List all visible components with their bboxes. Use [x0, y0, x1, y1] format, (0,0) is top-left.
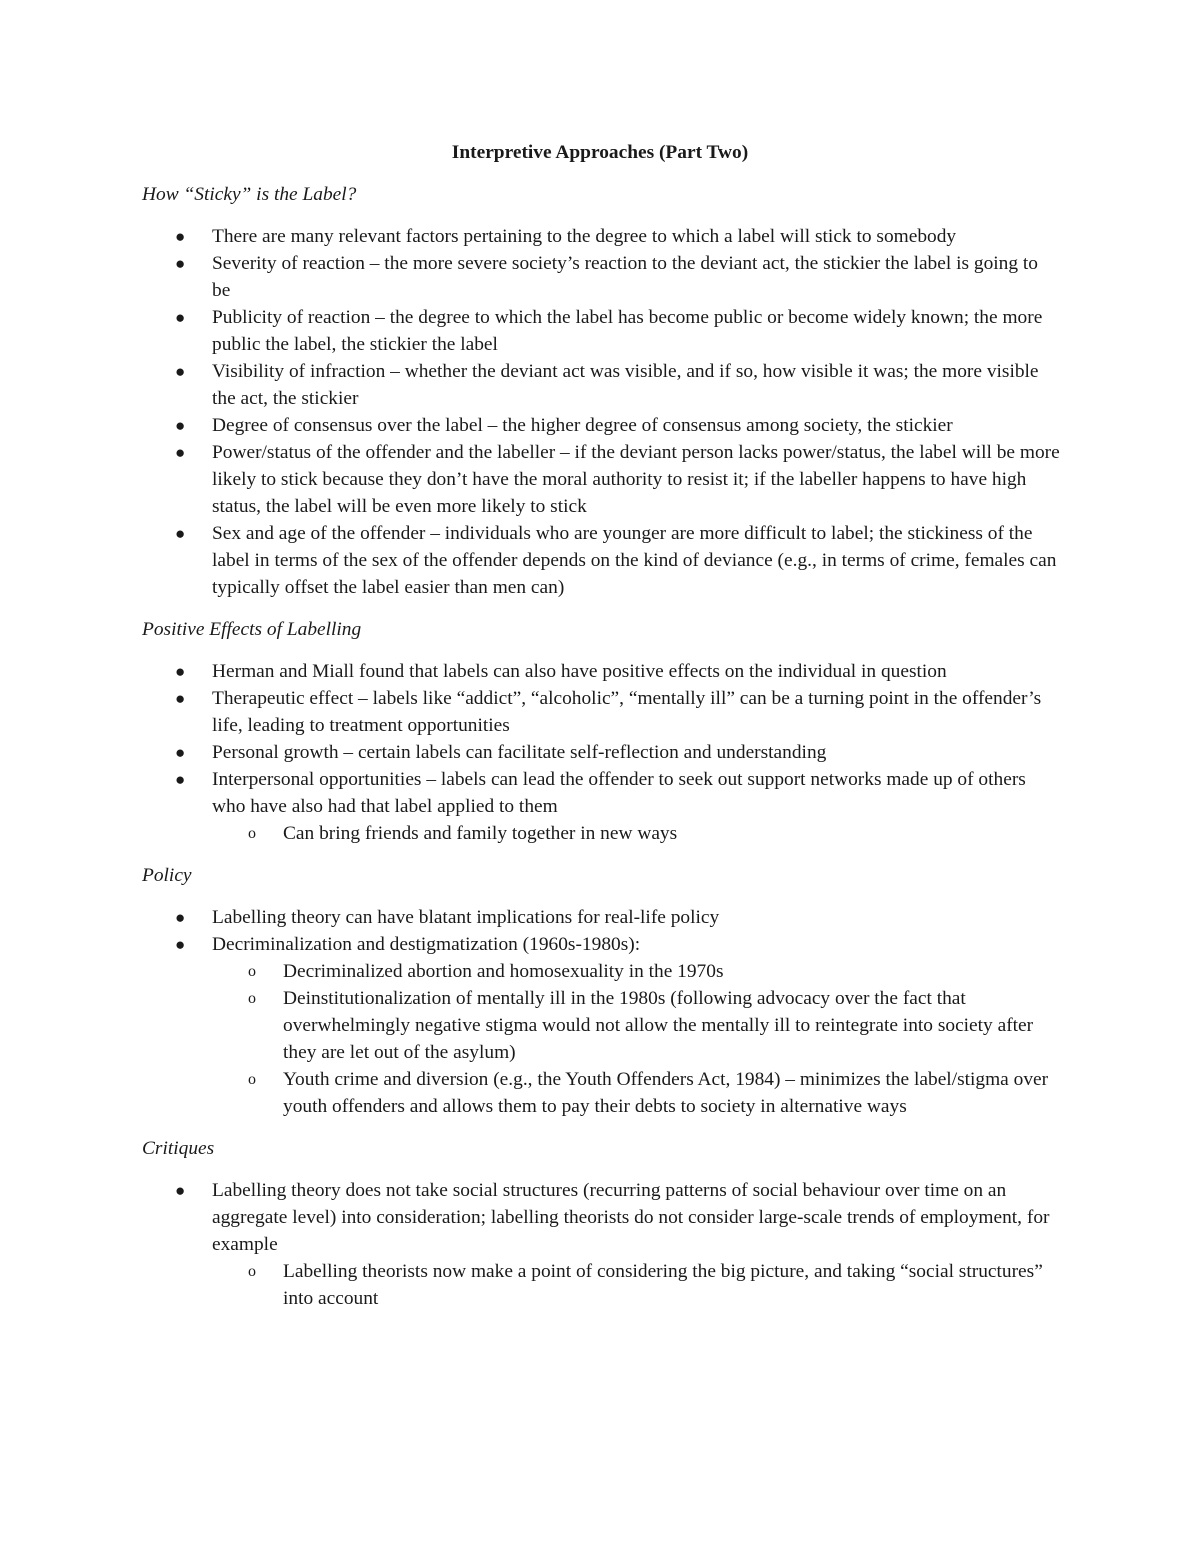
sub-bullet-icon: o: [248, 1263, 256, 1280]
list-item: [142, 931, 1060, 958]
list-item-text: Interpersonal opportunities – labels can lead the offender to seek out support networks made up of others who have also had that label applied to them: [212, 769, 1026, 817]
bullet-icon: ●: [175, 416, 186, 435]
bullet-icon: ●: [175, 227, 186, 246]
list-item: [142, 412, 1060, 439]
list-item: [142, 766, 1060, 820]
bullet-icon: ●: [175, 908, 186, 927]
list-item: [142, 658, 1060, 685]
list-item-text: Decriminalization and destigmatization (1960s-1980s):: [212, 934, 641, 955]
sub-list-item-text: Decriminalized abortion and homosexuality in the 1970s: [283, 961, 724, 982]
section-heading: Critiques: [142, 1138, 215, 1159]
list-item-text: Labelling theory does not take social structures (recurring patterns of social behaviour over time on an aggregate level) into consideration; labelling theorists do not consider large-scale trends of employment, for example: [212, 1180, 1050, 1255]
sub-list-container: [142, 958, 1060, 1120]
list-item-text: Publicity of reaction – the degree to which the label has become public or become widely known; the more public the label, the stickier the label: [212, 307, 1043, 355]
list-item: [142, 685, 1060, 739]
bullet-list: [142, 223, 1060, 601]
bullet-icon: ●: [175, 308, 186, 327]
sub-list-container: [142, 1258, 1060, 1312]
bullet-icon: ●: [175, 362, 186, 381]
sub-bullet-list: [212, 1258, 1060, 1312]
list-item: [142, 520, 1060, 601]
bullet-icon: ●: [175, 770, 186, 789]
list-item-text: Severity of reaction – the more severe society’s reaction to the deviant act, the stickier the label is going to be: [212, 253, 1038, 301]
sub-list-item: [212, 820, 1060, 847]
section-heading: How “Sticky” is the Label?: [142, 184, 357, 205]
sub-list-item: [212, 1258, 1060, 1312]
bullet-icon: ●: [175, 935, 186, 954]
sub-list-item: [212, 1066, 1060, 1120]
bullet-icon: ●: [175, 254, 186, 273]
bullet-list: [142, 1177, 1060, 1312]
list-item: [142, 739, 1060, 766]
bullet-list: [142, 658, 1060, 847]
document-title: Interpretive Approaches (Part Two): [451, 142, 749, 163]
list-item-text: Therapeutic effect – labels like “addict”, “alcoholic”, “mentally ill” can be a turning point in the offender’s life, leading to treatment opportunities: [212, 688, 1042, 736]
sub-list-item: [212, 985, 1060, 1066]
section-heading: Policy: [142, 865, 192, 886]
list-item-text: Labelling theory can have blatant implications for real-life policy: [212, 907, 720, 928]
sub-bullet-list: [212, 958, 1060, 1120]
list-item: [142, 904, 1060, 931]
sub-list-item-text: Youth crime and diversion (e.g., the Youth Offenders Act, 1984) – minimizes the label/stigma over youth offenders and allows them to pay their debts to society in alternative ways: [283, 1069, 1049, 1117]
sub-list-item-text: Labelling theorists now make a point of considering the big picture, and taking “social structures” into account: [283, 1261, 1043, 1309]
list-item-text: Power/status of the offender and the labeller – if the deviant person lacks power/status, the label will be more likely to stick because they don’t have the moral authority to resist it; if the labeller happens to have high status, the label will be even more likely to stick: [212, 442, 1060, 517]
bullet-list: [142, 904, 1060, 1120]
list-item-text: There are many relevant factors pertaining to the degree to which a label will stick to somebody: [212, 226, 957, 247]
section-heading: Positive Effects of Labelling: [142, 619, 362, 640]
sub-bullet-icon: o: [248, 963, 256, 980]
sub-bullet-list: [212, 820, 1060, 847]
list-item: [142, 358, 1060, 412]
list-item: [142, 1177, 1060, 1258]
sub-list-container: [142, 820, 1060, 847]
bullet-icon: ●: [175, 689, 186, 708]
sub-list-item: [212, 958, 1060, 985]
bullet-icon: ●: [175, 443, 186, 462]
sub-bullet-icon: o: [248, 990, 256, 1007]
list-item-text: Sex and age of the offender – individuals who are younger are more difficult to label; the stickiness of the label in terms of the sex of the offender depends on the kind of deviance (e.g., in terms of crime, females can typically offset the label easier than men can): [212, 523, 1057, 598]
bullet-icon: ●: [175, 1181, 186, 1200]
document-body: [142, 181, 1060, 1312]
bullet-icon: ●: [175, 662, 186, 681]
list-item: [142, 439, 1060, 520]
bullet-icon: ●: [175, 524, 186, 543]
list-item: [142, 304, 1060, 358]
list-item-text: Herman and Miall found that labels can also have positive effects on the individual in question: [212, 661, 947, 682]
sub-list-item-text: Can bring friends and family together in new ways: [283, 823, 678, 844]
sub-list-item-text: Deinstitutionalization of mentally ill in the 1980s (following advocacy over the fact that overwhelmingly negative stigma would not allow the mentally ill to reintegrate into society after they are let out of the asylum): [283, 988, 1034, 1063]
sub-bullet-icon: o: [248, 825, 256, 842]
list-item: [142, 223, 1060, 250]
sub-bullet-icon: o: [248, 1071, 256, 1088]
list-item-text: Visibility of infraction – whether the deviant act was visible, and if so, how visible it was; the more visible the act, the stickier: [212, 361, 1039, 409]
list-item-text: Degree of consensus over the label – the higher degree of consensus among society, the stickier: [212, 415, 953, 436]
list-item: [142, 250, 1060, 304]
list-item-text: Personal growth – certain labels can facilitate self-reflection and understanding: [212, 742, 827, 763]
bullet-icon: ●: [175, 743, 186, 762]
